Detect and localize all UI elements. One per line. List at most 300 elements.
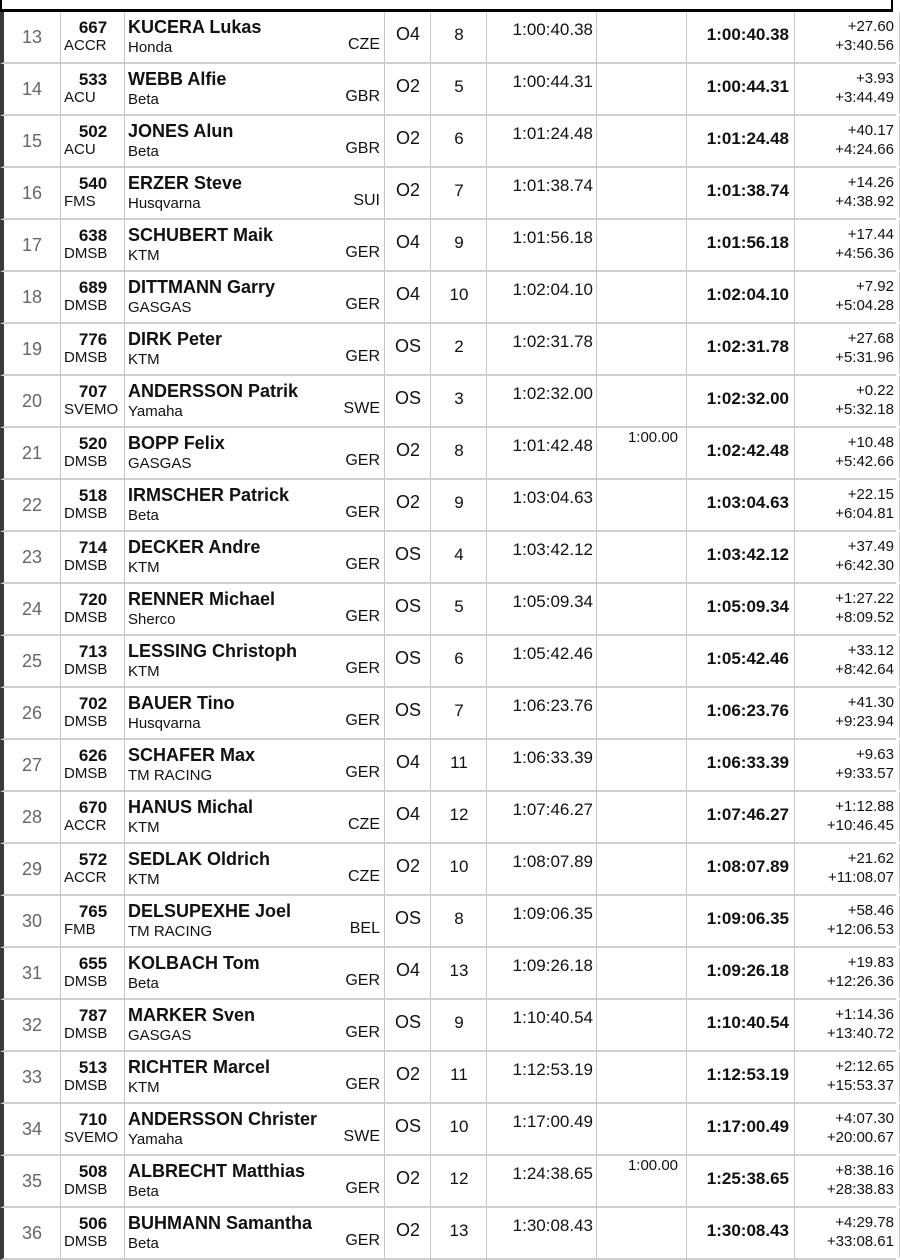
column-divider [384, 532, 385, 582]
class: O4 [395, 284, 420, 304]
rider-name: SCHAFER Max [128, 745, 256, 765]
nationality: GER [345, 452, 380, 469]
gap-leader: +3:44.49 [835, 89, 894, 106]
class-position: 11 [450, 1065, 468, 1084]
column-divider [384, 948, 385, 998]
gap-leader: +3:40.56 [835, 37, 894, 54]
bike-brand: Husqvarna [128, 195, 201, 212]
gap-previous: +27.60 [847, 18, 894, 35]
rider-name: ALBRECHT Matthias [128, 1161, 306, 1181]
table-row [0, 532, 896, 584]
ride-time: 1:06:33.39 [512, 748, 593, 767]
total-time: 1:02:32.00 [706, 389, 789, 408]
club: DMSB [64, 1181, 108, 1198]
nationality: GER [345, 764, 380, 781]
table-row [0, 376, 896, 428]
start-number: 540 [78, 174, 108, 193]
table-row [0, 1156, 896, 1208]
gap-leader: +4:24.66 [835, 141, 894, 158]
rider-name: DELSUPEXHE Joel [128, 901, 292, 921]
rider-name: BUHMANN Samantha [128, 1213, 313, 1233]
column-divider [384, 896, 385, 946]
gap-previous: +27.68 [847, 330, 894, 347]
class-position: 8 [454, 441, 464, 460]
gap-previous: +40.17 [847, 122, 894, 139]
column-divider [384, 220, 385, 270]
gap-leader: +5:32.18 [835, 401, 894, 418]
bike-brand: KTM [128, 247, 160, 264]
total-time: 1:17:00.49 [706, 1117, 789, 1136]
column-divider [794, 740, 795, 790]
nationality: SWE [343, 400, 380, 417]
nationality: GER [345, 1180, 380, 1197]
column-divider [384, 324, 385, 374]
table-row [0, 324, 896, 376]
class-position: 11 [450, 753, 468, 772]
column-divider [384, 480, 385, 530]
club: FMS [64, 193, 96, 210]
total-time: 1:09:26.18 [706, 961, 789, 980]
ride-time: 1:01:42.48 [512, 436, 593, 455]
rider-name: DITTMANN Garry [128, 277, 276, 297]
start-number: 765 [78, 902, 108, 921]
column-divider [596, 12, 597, 62]
position: 26 [21, 703, 43, 723]
club: ACU [64, 89, 96, 106]
ride-time: 1:00:40.38 [512, 20, 593, 39]
class-position: 12 [449, 1169, 469, 1188]
gap-previous: +1:12.88 [835, 798, 894, 815]
gap-leader: +13:40.72 [826, 1025, 894, 1042]
club: DMSB [64, 297, 108, 314]
gap-previous: +4:07.30 [835, 1110, 894, 1127]
class-position: 7 [454, 701, 464, 720]
total-time: 1:02:04.10 [706, 285, 789, 304]
position: 29 [21, 859, 43, 879]
nationality: GER [345, 1076, 380, 1093]
total-time: 1:01:24.48 [706, 129, 789, 148]
table-row [0, 480, 896, 532]
start-number: 689 [78, 278, 108, 297]
rider-name: KOLBACH Tom [128, 953, 260, 973]
rider-name: BAUER Tino [128, 693, 235, 713]
table-row [0, 12, 896, 64]
ride-time: 1:01:38.74 [512, 176, 593, 195]
rider-name: IRMSCHER Patrick [128, 485, 290, 505]
gap-leader: +8:09.52 [835, 609, 894, 626]
class: O2 [395, 76, 420, 96]
nationality: CZE [348, 36, 380, 53]
nationality: GER [345, 972, 380, 989]
gap-leader: +6:42.30 [835, 557, 894, 574]
class-position: 13 [449, 1221, 469, 1240]
table-row [0, 116, 896, 168]
nationality: CZE [348, 868, 380, 885]
column-divider [794, 324, 795, 374]
nationality: GER [345, 244, 380, 261]
bike-brand: Yamaha [128, 403, 183, 420]
column-divider [384, 272, 385, 322]
start-number: 572 [78, 850, 108, 869]
total-time: 1:06:33.39 [706, 753, 789, 772]
column-divider [794, 480, 795, 530]
column-divider [794, 428, 795, 478]
total-time: 1:08:07.89 [706, 857, 789, 876]
bike-brand: Beta [128, 1183, 159, 1200]
gap-leader: +12:26.36 [826, 973, 894, 990]
penalty: 1:00.00 [627, 429, 678, 446]
class-position: 6 [454, 129, 464, 148]
nationality: GBR [345, 140, 380, 157]
table-row [0, 1208, 896, 1260]
nationality: GER [345, 1232, 380, 1249]
class: OS [394, 336, 421, 356]
column-divider [596, 64, 597, 114]
nationality: GER [345, 348, 380, 365]
club: DMSB [64, 765, 108, 782]
club: DMSB [64, 453, 108, 470]
results-table [0, 12, 896, 1260]
column-divider [596, 844, 597, 894]
column-divider [794, 220, 795, 270]
table-row [0, 636, 896, 688]
start-number: 533 [78, 70, 108, 89]
club: ACU [64, 141, 96, 158]
column-divider [384, 12, 385, 62]
class-position: 10 [449, 285, 469, 304]
start-number: 702 [78, 694, 108, 713]
nationality: GER [345, 608, 380, 625]
column-divider [384, 1156, 385, 1206]
column-divider [596, 324, 597, 374]
column-divider [596, 428, 597, 478]
nationality: SWE [343, 1128, 380, 1145]
gap-leader: +9:33.57 [835, 765, 894, 782]
column-divider [384, 428, 385, 478]
bike-brand: Sherco [128, 611, 176, 628]
start-number: 626 [78, 746, 108, 765]
nationality: SUI [353, 192, 380, 209]
total-time: 1:07:46.27 [706, 805, 789, 824]
table-row [0, 1000, 896, 1052]
gap-previous: +3.93 [856, 70, 894, 87]
gap-previous: +8:38.16 [835, 1162, 894, 1179]
position: 35 [21, 1171, 43, 1191]
club: SVEMO [64, 1129, 119, 1146]
club: FMB [64, 921, 96, 938]
gap-leader: +4:38.92 [835, 193, 894, 210]
bike-brand: TM RACING [128, 767, 213, 784]
class: O2 [395, 1168, 420, 1188]
nationality: GER [345, 1024, 380, 1041]
class: O2 [395, 128, 420, 148]
total-time: 1:02:31.78 [706, 337, 789, 356]
position: 23 [21, 547, 43, 567]
bike-brand: GASGAS [128, 1027, 192, 1044]
ride-time: 1:30:08.43 [512, 1216, 593, 1235]
column-divider [596, 1000, 597, 1050]
class: OS [394, 648, 421, 668]
start-number: 508 [78, 1162, 108, 1181]
total-time: 1:10:40.54 [706, 1013, 789, 1032]
gap-previous: +1:14.36 [835, 1006, 894, 1023]
position: 21 [21, 443, 43, 463]
start-number: 670 [78, 798, 108, 817]
column-divider [596, 896, 597, 946]
ride-time: 1:00:44.31 [512, 72, 593, 91]
club: DMSB [64, 609, 108, 626]
total-time: 1:25:38.65 [706, 1169, 789, 1188]
column-divider [794, 64, 795, 114]
class-position: 10 [449, 1117, 469, 1136]
ride-time: 1:09:26.18 [512, 956, 593, 975]
column-divider [794, 116, 795, 166]
gap-previous: +19.83 [847, 954, 894, 971]
column-divider [794, 896, 795, 946]
bike-brand: Yamaha [128, 1131, 183, 1148]
rider-name: ANDERSSON Christer [128, 1109, 318, 1129]
bike-brand: KTM [128, 663, 160, 680]
club: DMSB [64, 245, 108, 262]
gap-previous: +58.46 [847, 902, 894, 919]
class: OS [394, 700, 421, 720]
bike-brand: KTM [128, 1079, 160, 1096]
ride-time: 1:09:06.35 [512, 904, 593, 923]
position: 28 [21, 807, 43, 827]
column-divider [794, 532, 795, 582]
club: ACCR [64, 817, 107, 834]
nationality: GER [345, 296, 380, 313]
ride-time: 1:01:24.48 [512, 124, 593, 143]
ride-time: 1:24:38.65 [512, 1164, 593, 1183]
club: ACCR [64, 37, 107, 54]
column-divider [384, 1104, 385, 1154]
bike-brand: KTM [128, 871, 160, 888]
total-time: 1:00:44.31 [706, 77, 789, 96]
column-divider [596, 376, 597, 426]
ride-time: 1:03:42.12 [512, 540, 593, 559]
gap-previous: +33.12 [847, 642, 894, 659]
total-time: 1:09:06.35 [706, 909, 789, 928]
class-position: 8 [454, 25, 464, 44]
gap-leader: +28:38.83 [826, 1181, 894, 1198]
gap-previous: +7.92 [856, 278, 894, 295]
ride-time: 1:02:31.78 [512, 332, 593, 351]
ride-time: 1:17:00.49 [512, 1112, 593, 1131]
position: 24 [21, 599, 43, 619]
rider-name: DECKER Andre [128, 537, 261, 557]
club: DMSB [64, 349, 108, 366]
column-divider [794, 844, 795, 894]
ride-time: 1:10:40.54 [512, 1008, 593, 1027]
table-row [0, 272, 896, 324]
column-divider [794, 272, 795, 322]
table-row [0, 168, 896, 220]
total-time: 1:02:42.48 [706, 441, 789, 460]
column-divider [596, 532, 597, 582]
column-divider [384, 792, 385, 842]
gap-leader: +5:04.28 [835, 297, 894, 314]
ride-time: 1:05:09.34 [512, 592, 593, 611]
class-position: 6 [454, 649, 464, 668]
total-time: 1:01:38.74 [706, 181, 789, 200]
table-row [0, 792, 896, 844]
gap-previous: +0.22 [856, 382, 894, 399]
column-divider [596, 168, 597, 218]
column-divider [384, 636, 385, 686]
rider-name: SCHUBERT Maik [128, 225, 274, 245]
table-row [0, 1104, 896, 1156]
start-number: 502 [78, 122, 108, 141]
rider-name: KUCERA Lukas [128, 17, 262, 37]
class: O2 [395, 440, 420, 460]
column-divider [384, 740, 385, 790]
rider-name: MARKER Sven [128, 1005, 256, 1025]
column-divider [794, 688, 795, 738]
class: O4 [395, 232, 420, 252]
gap-previous: +2:12.65 [835, 1058, 894, 1075]
column-divider [384, 1000, 385, 1050]
start-number: 655 [78, 954, 108, 973]
rider-name: ANDERSSON Patrik [128, 381, 299, 401]
table-row [0, 948, 896, 1000]
column-divider [384, 116, 385, 166]
table-row [0, 896, 896, 948]
gap-leader: +9:23.94 [835, 713, 894, 730]
gap-leader: +15:53.37 [826, 1077, 894, 1094]
class: O2 [395, 1064, 420, 1084]
column-divider [596, 116, 597, 166]
gap-previous: +17.44 [847, 226, 894, 243]
column-divider [596, 1052, 597, 1102]
class: OS [394, 388, 421, 408]
rider-name: LESSING Christoph [128, 641, 298, 661]
club: DMSB [64, 1233, 108, 1250]
ride-time: 1:08:07.89 [512, 852, 593, 871]
bike-brand: TM RACING [128, 923, 213, 940]
class: O2 [395, 180, 420, 200]
column-divider [794, 1000, 795, 1050]
column-divider [384, 688, 385, 738]
column-divider [794, 1208, 795, 1258]
gap-leader: +12:06.53 [826, 921, 894, 938]
column-divider [596, 480, 597, 530]
club: DMSB [64, 661, 108, 678]
rider-name: WEBB Alfie [128, 69, 227, 89]
gap-previous: +1:27.22 [835, 590, 894, 607]
total-time: 1:12:53.19 [706, 1065, 789, 1084]
column-divider [596, 792, 597, 842]
start-number: 714 [78, 538, 108, 557]
column-divider [596, 220, 597, 270]
column-divider [794, 168, 795, 218]
total-time: 1:00:40.38 [706, 25, 789, 44]
position: 32 [21, 1015, 43, 1035]
nationality: CZE [348, 816, 380, 833]
column-divider [596, 1208, 597, 1258]
start-number: 720 [78, 590, 108, 609]
column-divider [794, 636, 795, 686]
gap-leader: +20:00.67 [826, 1129, 894, 1146]
class-position: 9 [454, 233, 464, 252]
gap-leader: +11:08.07 [827, 869, 894, 886]
class: OS [394, 1116, 421, 1136]
position: 30 [21, 911, 43, 931]
total-time: 1:03:42.12 [706, 545, 789, 564]
start-number: 506 [78, 1214, 108, 1233]
class-position: 5 [454, 77, 464, 96]
bike-brand: Beta [128, 507, 159, 524]
gap-previous: +41.30 [847, 694, 894, 711]
column-divider [794, 1156, 795, 1206]
nationality: GBR [345, 88, 380, 105]
column-divider [794, 792, 795, 842]
table-top-border [0, 0, 893, 12]
start-number: 667 [78, 18, 108, 37]
rider-name: JONES Alun [128, 121, 234, 141]
class: OS [394, 596, 421, 616]
club: DMSB [64, 973, 108, 990]
position: 22 [21, 495, 43, 515]
class: OS [394, 544, 421, 564]
total-time: 1:01:56.18 [706, 233, 789, 252]
column-divider [794, 1104, 795, 1154]
class-position: 3 [454, 389, 464, 408]
club: DMSB [64, 505, 108, 522]
column-divider [596, 688, 597, 738]
nationality: GER [345, 556, 380, 573]
gap-previous: +10.48 [847, 434, 894, 451]
bike-brand: Beta [128, 975, 159, 992]
column-divider [596, 1156, 597, 1206]
column-divider [596, 636, 597, 686]
start-number: 513 [78, 1058, 108, 1077]
start-number: 776 [78, 330, 108, 349]
class: O4 [395, 804, 420, 824]
table-row [0, 1052, 896, 1104]
class-position: 10 [449, 857, 469, 876]
nationality: GER [345, 660, 380, 677]
total-time: 1:30:08.43 [706, 1221, 789, 1240]
position: 31 [21, 963, 43, 983]
bike-brand: Husqvarna [128, 715, 201, 732]
table-row [0, 428, 896, 480]
column-divider [596, 1104, 597, 1154]
club: DMSB [64, 713, 108, 730]
column-divider [384, 64, 385, 114]
position: 18 [21, 287, 43, 307]
column-divider [384, 168, 385, 218]
ride-time: 1:02:04.10 [512, 280, 593, 299]
column-divider [384, 376, 385, 426]
start-number: 520 [78, 434, 108, 453]
ride-time: 1:01:56.18 [512, 228, 593, 247]
bike-brand: Beta [128, 143, 159, 160]
position: 14 [21, 79, 43, 99]
column-divider [384, 844, 385, 894]
start-number: 707 [78, 382, 108, 401]
position: 16 [21, 183, 43, 203]
position: 36 [21, 1223, 43, 1243]
gap-leader: +5:31.96 [835, 349, 894, 366]
column-divider [384, 1052, 385, 1102]
class-position: 8 [454, 909, 464, 928]
bike-brand: Beta [128, 91, 159, 108]
nationality: GER [345, 504, 380, 521]
position: 33 [21, 1067, 43, 1087]
class: O4 [395, 752, 420, 772]
gap-previous: +37.49 [847, 538, 894, 555]
